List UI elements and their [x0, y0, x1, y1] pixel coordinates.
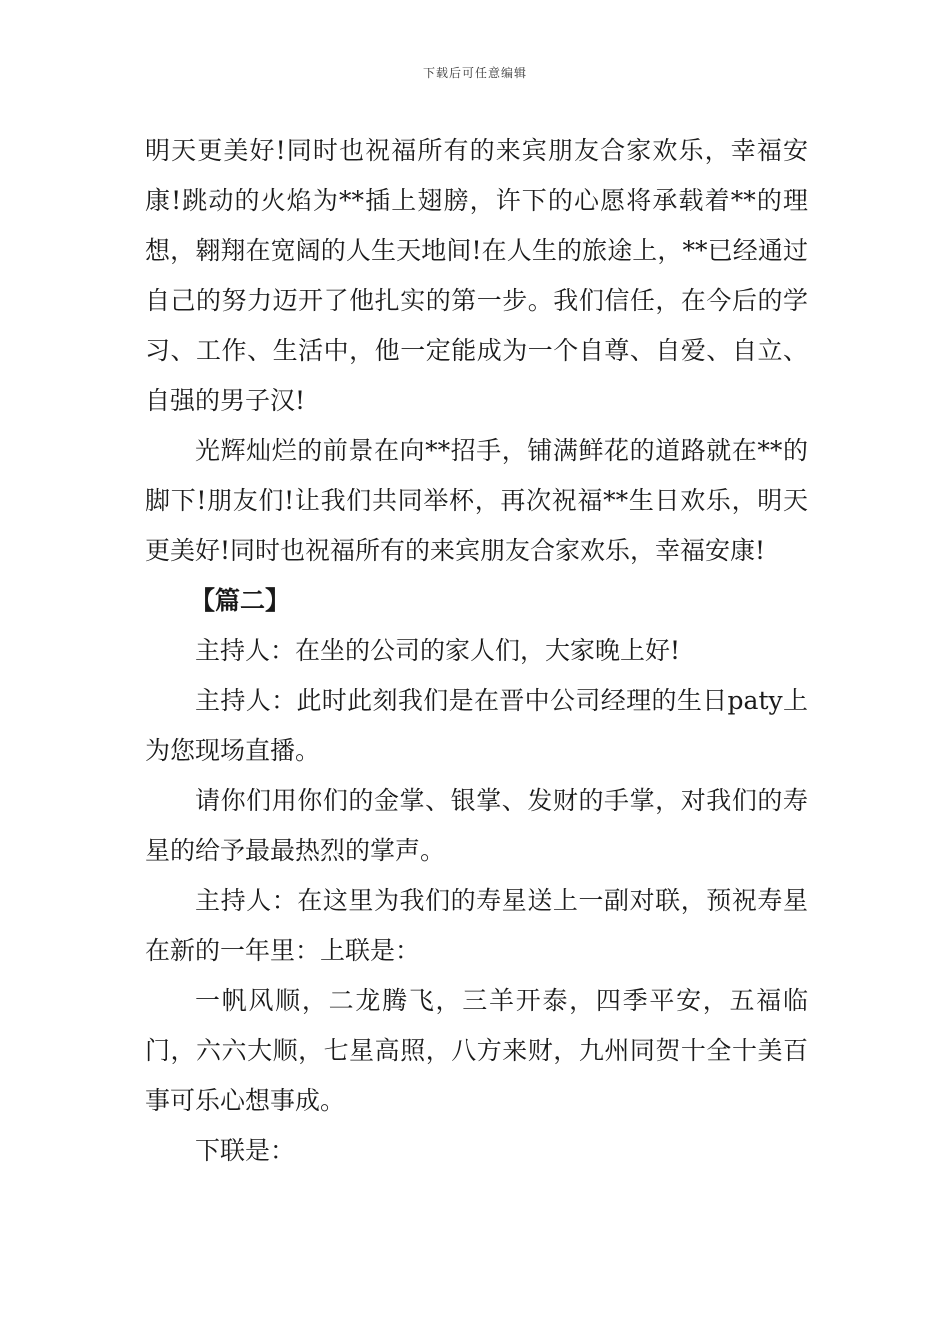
- document-body: [145, 126, 808, 1176]
- section-heading: 【篇二】: [190, 586, 291, 615]
- paragraph-host-greeting: 主持人：在坐的公司的家人们，大家晚上好!: [195, 636, 681, 665]
- paragraph-host-broadcast: 主持人：此时此刻我们是在晋中公司经理的生日paty上为您现场直播。: [145, 686, 808, 765]
- paragraph-couplet-intro: 主持人：在这里为我们的寿星送上一副对联，预祝寿星在新的一年里：上联是：: [145, 886, 808, 965]
- paragraph-applause: 请你们用你们的金掌、银掌、发财的手掌，对我们的寿星的给予最最热烈的掌声。: [145, 786, 808, 865]
- paragraph-first-couplet: 一帆风顺，二龙腾飞，三羊开泰，四季平安，五福临门，六六大顺，七星高照，八方来财，九州同贺十全十美百事可乐心想事成。: [145, 986, 808, 1115]
- page-header-note: 下载后可任意编辑: [422, 66, 527, 80]
- paragraph-blessing: 光辉灿烂的前景在向**招手，铺满鲜花的道路就在**的脚下!朋友们!让我们共同举杯，再次祝福**生日欢乐，明天更美好!同时也祝福所有的来宾朋友合家欢乐，幸福安康!: [145, 436, 808, 565]
- paragraph-continuation: 明天更美好!同时也祝福所有的来宾朋友合家欢乐，幸福安康!跳动的火焰为**插上翅膀，许下的心愿将承载着**的理想，翱翔在宽阔的人生天地间!在人生的旅途上，**已经通过自己的努力迈开了他扎实的第一步。我们信任，在今后的学习、工作、生活中，他一定能成为一个自尊、自爱、自立、自强的男子汉!: [145, 136, 808, 415]
- paragraph-second-couplet-label: 下联是：: [195, 1136, 296, 1165]
